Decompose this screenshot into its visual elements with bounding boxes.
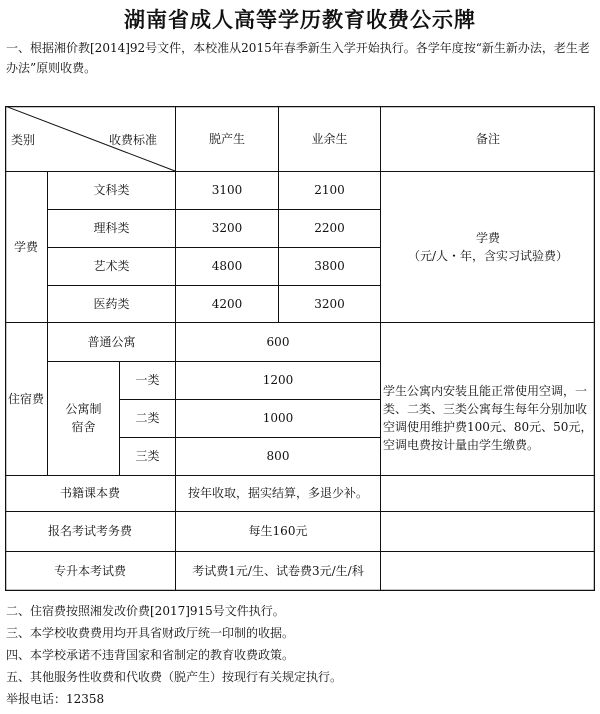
dorm-apartment-label [48,361,119,475]
tuition-row-fulltime: 3200 [211,221,243,235]
note-item: 四、本学校承诺不违背国家和省制定的教育收费政策。 [6,648,295,662]
tuition-remark-line2: （元/人・年，含实习试验费） [407,248,569,263]
dorm-remark: 学生公寓内安装且能正常使用空调，一类、二类、三类公寓每生每年分别加收空调使用维护费100元、80元、50元，空调电费按计量由学生缴费。 [383,384,593,452]
dorm-general-fee: 600 [266,334,290,349]
dorm-class-name: 一类 [135,373,160,387]
dorm-class-fee: 1200 [262,373,294,387]
dorm-class-fee: 1000 [262,411,294,425]
fee-table [5,106,595,591]
tuition-row-parttime: 2100 [314,183,345,197]
header-fulltime: 脱产生 [208,131,245,146]
other-row-name: 报名考试考务费 [47,524,132,538]
other-row-value: 考试费1元/生、试卷费3元/生/科 [192,564,364,578]
tuition-row-parttime: 3800 [314,259,345,273]
header-standard: 收费标准 [108,133,157,147]
dorm-apartment-label-line2: 宿舍 [71,420,96,434]
dorm-general-name: 普通公寓 [87,334,136,349]
note-item: 二、住宿费按照湘发改价费[2017]915号文件执行。 [6,604,285,618]
tuition-label: 学费 [13,239,38,254]
tuition-remark-line1: 学费 [475,230,500,245]
other-row-name: 书籍课本费 [59,486,120,500]
tuition-row-name: 医药类 [93,296,130,311]
tuition-row-name: 理科类 [93,221,130,235]
tuition-row-fulltime: 3100 [211,183,243,197]
other-row-value: 每生160元 [248,524,308,538]
intro-paragraph: 一、根据湘价教[2014]92号文件，本校准从2015年春季新生入学开始执行。各学年度按“新生新办法，老生老办法”原则收费。 [6,41,590,75]
page-title: 湖南省成人高等学历教育收费公示牌 [124,7,476,32]
note-item: 三、本学校收费费用均开具省财政厅统一印制的收据。 [6,626,295,640]
notes-list [6,600,594,710]
dorm-apartment-label-line1: 公寓制 [65,402,102,416]
tuition-row-fulltime: 4800 [211,259,243,273]
other-row-name: 专升本考试费 [53,564,126,578]
tuition-row-name: 艺术类 [93,259,130,273]
header-category: 类别 [11,133,36,147]
dorm-label: 住宿费 [7,391,44,406]
tuition-row-parttime: 2200 [314,221,345,235]
other-row-value: 按年收取，据实结算，多退少补。 [187,486,368,500]
dorm-class-name: 三类 [135,449,160,463]
dorm-class-name: 二类 [135,411,160,425]
report-phone: 举报电话：12358 [6,692,105,706]
note-item: 五、其他服务性收费和代收费（脱产生）按现行有关规定执行。 [6,670,343,684]
tuition-row-fulltime: 4200 [211,296,243,311]
tuition-remark [381,171,595,322]
header-parttime: 业余生 [311,131,348,146]
header-remark: 备注 [475,131,500,146]
tuition-row-parttime: 3200 [314,296,345,311]
tuition-row-name: 文科类 [93,183,130,197]
dorm-class-fee: 800 [266,449,290,463]
